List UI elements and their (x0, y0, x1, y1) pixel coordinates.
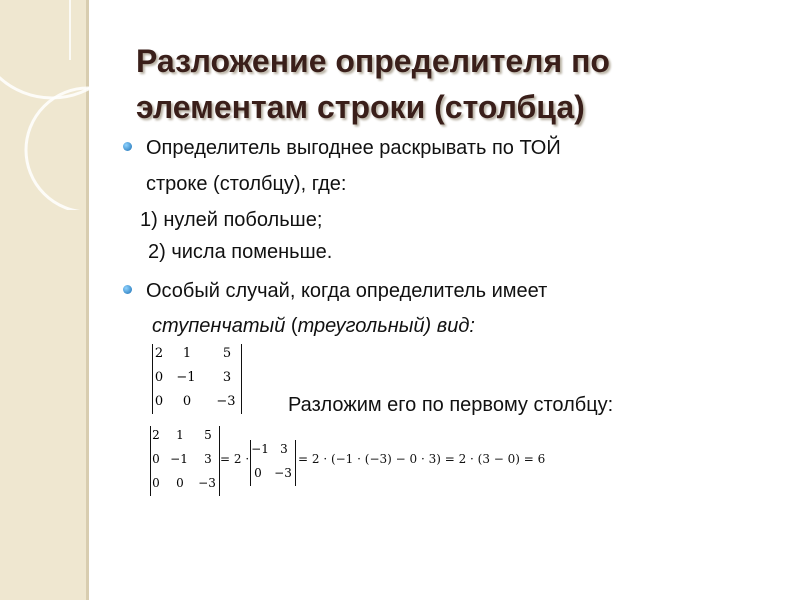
matrix-cell: −3 (216, 394, 236, 409)
title-line-1: Разложение определителя по (136, 43, 610, 79)
italic-term-triangular: треугольный) (297, 315, 432, 337)
matrix-cell: 3 (222, 370, 232, 385)
matrix-cell: 3 (204, 452, 212, 466)
matrix-cell: 0 (154, 394, 164, 409)
matrix-cell: 0 (176, 476, 184, 490)
matrix-cell: −3 (198, 476, 216, 490)
bullet1-line2: строке (столбцу), где: (146, 173, 347, 195)
italic-term-stepped: ступенчатый (152, 315, 286, 337)
matrix-cell: 0 (152, 476, 160, 490)
matrix-cell: 1 (176, 428, 184, 442)
minor-cell: 0 (254, 466, 262, 480)
bullet-icon (123, 142, 132, 151)
title-line-2: элементам строки (столбца) (136, 89, 585, 125)
matrix-cell: 0 (154, 370, 164, 385)
matrix-cell: 0 (182, 394, 192, 409)
italic-term-view: вид: (431, 315, 475, 337)
matrix-cell: 2 (154, 346, 164, 361)
matrix-cell: −1 (170, 452, 188, 466)
decorative-circles (0, 0, 140, 210)
determinant-3x3 (152, 344, 242, 414)
bullet1-line1: Определитель выгоднее раскрывать по ТОЙ (146, 137, 561, 159)
slide-title (136, 38, 776, 130)
matrix-cell: 1 (182, 346, 192, 361)
minor-2x2 (250, 440, 296, 486)
minor-cell: 3 (280, 442, 288, 456)
list-item-2: 2) числа поменьше. (148, 241, 333, 263)
list-item-1: 1) нулей побольше; (140, 209, 323, 231)
bullet2-line2 (152, 314, 475, 338)
matrix-cell: 2 (152, 428, 160, 442)
formula-eq1: = 2 · (220, 452, 250, 466)
determinant-3x3-formula (150, 426, 220, 496)
matrix-cell: 5 (222, 346, 232, 361)
minor-cell: −3 (274, 466, 292, 480)
minor-cell: −1 (251, 442, 269, 456)
bullet2-line1: Особый случай, когда определитель имеет (146, 280, 548, 302)
matrix-cell: 5 (204, 428, 212, 442)
expand-text: Разложим его по первому столбцу: (288, 394, 614, 416)
formula-tail: = 2 · (−1 · (−3) − 0 · 3) = 2 · (3 − 0) = 6 (298, 452, 546, 466)
matrix-cell: 0 (152, 452, 160, 466)
bullet-icon (123, 285, 132, 294)
matrix-cell: −1 (176, 370, 196, 385)
paren-open: ( (290, 315, 298, 337)
